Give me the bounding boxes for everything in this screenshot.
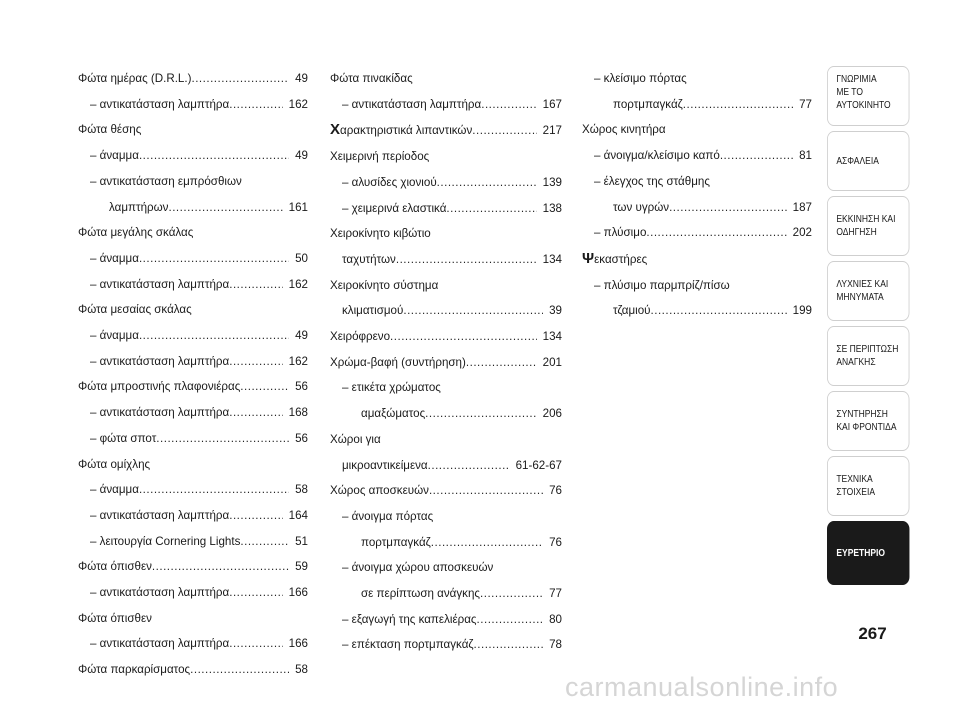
page-number: 267	[858, 624, 887, 643]
entry-text: – αντικατάσταση λαμπτήρα	[90, 586, 230, 600]
index-entry	[330, 607, 562, 633]
entry-term	[90, 169, 242, 195]
entry-page: 187	[792, 200, 812, 214]
index-entry	[330, 581, 562, 607]
entry-term	[342, 607, 477, 633]
index-entry	[330, 453, 562, 479]
entry-text: – φώτα σποτ	[90, 431, 157, 445]
dot-leader	[477, 607, 544, 633]
entry-term	[90, 503, 229, 529]
entry-term	[594, 66, 687, 92]
entry-text: σε περίπτωση ανάγκης	[361, 587, 481, 601]
section-letter: Χ	[330, 121, 341, 139]
entry-term	[613, 195, 669, 221]
entry-text: – αντικατάσταση λαμπτήρα	[90, 277, 230, 291]
index-entry	[330, 427, 562, 453]
index-entry	[78, 66, 308, 92]
dot-leader	[240, 529, 289, 555]
index-entry	[330, 375, 562, 401]
entry-text: Χώροι για	[330, 432, 381, 446]
dot-leader	[472, 118, 536, 144]
entry-term	[78, 452, 150, 478]
index-entry	[78, 529, 308, 555]
entry-term	[342, 196, 446, 222]
dot-leader	[466, 350, 537, 376]
index-entry	[330, 504, 562, 530]
entry-text: ταχυτήτων	[342, 252, 396, 266]
index-entry	[330, 221, 562, 247]
entry-term	[78, 657, 190, 683]
index-entry	[78, 452, 308, 478]
dot-leader	[481, 92, 536, 118]
index-entry	[78, 246, 308, 272]
entry-page: 168	[288, 406, 308, 420]
entry-text: των υγρών	[613, 200, 670, 214]
index-entry	[582, 169, 812, 195]
entry-page: 199	[792, 304, 812, 318]
index-entry	[582, 117, 812, 143]
dot-leader	[720, 143, 793, 169]
index-entry	[78, 92, 308, 118]
index-entry	[582, 195, 812, 221]
entry-term	[330, 350, 466, 376]
dot-leader	[646, 220, 786, 246]
entry-term	[90, 143, 139, 169]
entry-term	[78, 117, 141, 143]
entry-term	[330, 427, 381, 453]
section-tabs	[827, 66, 918, 590]
section-tab-label: ΕΚΚΙΝΗΣΗ ΚΑΙ	[836, 214, 896, 225]
entry-term	[330, 273, 438, 299]
entry-text: – άναμμα	[90, 329, 139, 343]
section-tab[interactable]	[827, 326, 910, 386]
entry-term	[613, 92, 683, 118]
index-column-1	[78, 66, 308, 683]
entry-text: τζαμιού	[613, 304, 651, 318]
entry-page: 76	[549, 484, 562, 498]
index-entry	[330, 350, 562, 376]
entry-page: 201	[542, 355, 562, 369]
entry-term	[594, 273, 730, 299]
index-entry	[78, 272, 308, 298]
section-tab-label: ΤΕΧΝΙΚΑ	[836, 474, 873, 485]
dot-leader	[229, 92, 282, 118]
entry-term	[330, 221, 431, 247]
index-entry	[582, 66, 812, 92]
entry-text: – επέκταση πορτμπαγκάζ	[342, 638, 474, 652]
entry-term	[330, 478, 429, 504]
index-entry	[330, 478, 562, 504]
entry-page: 56	[295, 380, 308, 394]
entry-term	[594, 220, 646, 246]
index-entry	[78, 631, 308, 657]
index-column-2	[330, 66, 562, 658]
index-entry	[78, 503, 308, 529]
entry-text: αρακτηριστικά λιπαντικών	[340, 124, 473, 138]
entry-term	[361, 581, 480, 607]
index-entry	[330, 324, 562, 350]
entry-text: – πλύσιμο παρμπρίζ/πίσω	[594, 278, 730, 292]
dot-leader	[139, 323, 289, 349]
index-entry	[330, 401, 562, 427]
entry-term	[78, 66, 191, 92]
entry-text: Φώτα θέσης	[78, 123, 142, 137]
entry-text: – χειμερινά ελαστικά	[342, 201, 447, 215]
dot-leader	[403, 298, 543, 324]
entry-term	[342, 298, 403, 324]
entry-page: 134	[542, 330, 562, 344]
dot-leader	[425, 401, 536, 427]
entry-term	[78, 606, 152, 632]
entry-text: – αντικατάσταση λαμπτήρα	[90, 97, 230, 111]
entry-text: πορτμπαγκάζ	[613, 97, 683, 111]
entry-page: 76	[549, 535, 562, 549]
entry-text: Φώτα πινακίδας	[330, 72, 413, 85]
entry-page: 49	[295, 72, 308, 85]
entry-text: – έλεγχος της στάθμης	[594, 174, 710, 188]
entry-page: 161	[288, 200, 308, 214]
section-tab[interactable]	[827, 391, 910, 451]
dot-leader	[437, 170, 537, 196]
entry-term	[90, 323, 139, 349]
dot-leader	[390, 324, 537, 350]
entry-text: αμαξώματος	[361, 407, 426, 421]
entry-page: 58	[295, 483, 308, 497]
section-tab[interactable]	[827, 521, 910, 585]
dot-leader	[156, 426, 289, 452]
entry-page: 49	[295, 329, 308, 343]
entry-text: – πλύσιμο	[594, 226, 647, 240]
entry-term	[90, 529, 240, 555]
section-tab-label: ΕΥΡΕΤΗΡΙΟ	[836, 547, 886, 559]
entry-text: Φώτα παρκαρίσματος	[78, 663, 191, 677]
index-entry	[330, 66, 562, 92]
index-column-3	[582, 66, 812, 324]
entry-term	[78, 220, 193, 246]
entry-text: – αντικατάσταση λαμπτήρα	[90, 637, 230, 651]
entry-text: Φώτα μπροστινής πλαφονιέρας	[78, 380, 241, 394]
entry-text: – άναμμα	[90, 483, 139, 497]
entry-text: Φώτα μεγάλης σκάλας	[78, 226, 194, 240]
dot-leader	[139, 143, 289, 169]
dot-leader	[651, 298, 787, 324]
entry-page: 134	[542, 252, 562, 266]
dot-leader	[229, 631, 282, 657]
entry-text: Χώρος αποσκευών	[330, 484, 429, 498]
entry-page: 77	[799, 97, 812, 111]
entry-text: – κλείσιμο πόρτας	[594, 72, 687, 85]
entry-term	[342, 632, 474, 658]
section-tab-label: ΑΝΑΓΚΗΣ	[836, 357, 876, 368]
index-entry	[78, 554, 308, 580]
index-entry	[330, 273, 562, 299]
entry-page: 139	[542, 175, 562, 189]
index-entry	[78, 323, 308, 349]
index-entry	[330, 247, 562, 273]
entry-term	[78, 554, 152, 580]
section-tab[interactable]	[827, 66, 910, 126]
dot-leader	[229, 580, 282, 606]
entry-term	[582, 246, 647, 273]
index-entry	[78, 606, 308, 632]
dot-leader	[683, 92, 793, 118]
entry-term	[342, 247, 396, 273]
entry-text: Χειροκίνητο κιβώτιο	[330, 227, 431, 241]
entry-text: Φώτα όπισθεν	[78, 560, 152, 574]
entry-text: – άναμμα	[90, 149, 139, 163]
entry-text: – αντικατάσταση λαμπτήρα	[90, 354, 230, 368]
entry-page: 206	[542, 407, 562, 421]
index-entry	[78, 297, 308, 323]
index-entry	[78, 143, 308, 169]
index-entry	[330, 144, 562, 170]
entry-term	[342, 555, 493, 581]
entry-term	[90, 92, 229, 118]
entry-page: 164	[288, 508, 308, 522]
entry-text: Χειμερινή περίοδος	[330, 150, 430, 164]
dot-leader	[229, 503, 282, 529]
dot-leader	[191, 66, 289, 92]
dot-leader	[240, 374, 289, 400]
entry-term	[78, 374, 240, 400]
entry-page: 59	[295, 560, 308, 574]
entry-text: – άναμμα	[90, 251, 139, 265]
entry-page: 56	[295, 431, 308, 445]
index-entry	[330, 196, 562, 222]
entry-text: Φώτα ομίχλης	[78, 457, 151, 471]
entry-term	[330, 324, 390, 350]
watermark: carmanualsonline.info	[565, 672, 839, 702]
entry-page: 138	[542, 201, 562, 215]
entry-page: 58	[295, 663, 308, 677]
dot-leader	[480, 581, 543, 607]
entry-text: – αντικατάσταση εμπρόσθιων	[90, 174, 242, 188]
index-entry	[78, 169, 308, 195]
entry-text: – ετικέτα χρώματος	[342, 381, 441, 395]
entry-text: – αλυσίδες χιονιού	[342, 175, 437, 189]
entry-text: μικροαντικείμενα	[342, 458, 428, 472]
entry-page: 202	[792, 226, 812, 240]
index-entry	[330, 530, 562, 556]
index-entry	[330, 632, 562, 658]
entry-text: – αντικατάσταση λαμπτήρα	[90, 508, 230, 522]
entry-text: – αντικατάσταση λαμπτήρα	[90, 406, 230, 420]
index-entry	[78, 374, 308, 400]
entry-page: 166	[288, 586, 308, 600]
section-tab[interactable]	[827, 131, 910, 191]
entry-page: 50	[295, 251, 308, 265]
entry-term	[342, 375, 441, 401]
entry-term	[90, 246, 139, 272]
index-entry	[330, 170, 562, 196]
section-tab-label: ΚΑΙ ΦΡΟΝΤΙΔΑ	[836, 422, 897, 433]
entry-term	[90, 631, 229, 657]
section-tab[interactable]	[827, 456, 910, 516]
dot-leader	[474, 632, 544, 658]
index-entry	[330, 298, 562, 324]
section-tab-label: ΣΤΟΙΧΕΙΑ	[836, 487, 875, 498]
entry-text: Φώτα όπισθεν	[78, 611, 152, 625]
index-entry	[78, 657, 308, 683]
entry-text: Χώρος κινητήρα	[582, 123, 666, 137]
dot-leader	[139, 477, 289, 503]
entry-term	[330, 117, 472, 144]
entry-term	[342, 92, 481, 118]
index-entry	[78, 195, 308, 221]
entry-text: – αντικατάσταση λαμπτήρα	[342, 97, 482, 111]
dot-leader	[396, 247, 537, 273]
entry-page: 162	[288, 354, 308, 368]
entry-term	[90, 426, 156, 452]
entry-term	[330, 66, 413, 92]
index-entry	[582, 92, 812, 118]
entry-page: 51	[295, 534, 308, 548]
entry-page: 61-62-67	[515, 458, 562, 472]
dot-leader	[139, 246, 289, 272]
dot-leader	[152, 554, 289, 580]
entry-page: 80	[549, 612, 562, 626]
entry-text: Χειροκίνητο σύστημα	[330, 278, 439, 292]
section-tab-label: ΜΗΝΥΜΑΤΑ	[836, 292, 884, 303]
entry-text: – άνοιγμα πόρτας	[342, 509, 434, 523]
dot-leader	[669, 195, 787, 221]
section-tab-label: ΣΕ ΠΕΡΙΠΤΩΣΗ	[836, 344, 899, 355]
entry-term	[342, 504, 433, 530]
index-entry	[582, 143, 812, 169]
entry-term	[582, 117, 666, 143]
entry-text: Φώτα ημέρας (D.R.L.)	[78, 72, 192, 85]
entry-text: πορτμπαγκάζ	[361, 535, 431, 549]
entry-term	[613, 298, 651, 324]
dot-leader	[190, 657, 289, 683]
entry-term	[361, 401, 425, 427]
index-entry	[78, 220, 308, 246]
index-entry	[78, 426, 308, 452]
entry-text: Φώτα μεσαίας σκάλας	[78, 303, 192, 317]
section-tab-label: ΛΥΧΝΙΕΣ ΚΑΙ	[836, 279, 889, 290]
entry-page: 166	[288, 637, 308, 651]
entry-page: 39	[549, 304, 562, 318]
entry-term	[90, 580, 229, 606]
dot-leader	[168, 195, 282, 221]
entry-term	[78, 297, 192, 323]
entry-page: 167	[542, 97, 562, 111]
entry-text: Χρώμα-βαφή (συντήρηση)	[330, 355, 466, 369]
entry-term	[90, 400, 229, 426]
entry-text: κλιματισμού	[342, 304, 404, 318]
dot-leader	[229, 400, 282, 426]
index-entry	[582, 273, 812, 299]
index-entry	[78, 349, 308, 375]
entry-text: – λειτουργία Cornering Lights	[90, 534, 241, 548]
entry-term	[90, 349, 229, 375]
entry-text: – εξαγωγή της καπελιέρας	[342, 612, 477, 626]
entry-term	[342, 453, 428, 479]
entry-page: 217	[542, 124, 562, 138]
dot-leader	[429, 478, 543, 504]
section-tab[interactable]	[827, 261, 910, 321]
dot-leader	[446, 196, 536, 222]
section-letter: Ψ	[582, 249, 595, 267]
entry-page: 162	[288, 277, 308, 291]
entry-page: 162	[288, 97, 308, 111]
section-tab-label: ΑΥΤΟΚΙΝΗΤΟ	[836, 100, 891, 111]
section-tab-label: ΟΔΗΓΗΣΗ	[836, 227, 877, 238]
entry-term	[330, 144, 429, 170]
entry-text: – άνοιγμα χώρου αποσκευών	[342, 561, 494, 575]
dot-leader	[229, 349, 282, 375]
entry-term	[342, 170, 437, 196]
index-entry	[330, 92, 562, 118]
section-tab-label: ΓΝΩΡΙΜΙΑ	[836, 74, 877, 85]
dot-leader	[428, 453, 510, 479]
index-entry	[78, 477, 308, 503]
index-entry	[582, 220, 812, 246]
index-entry	[582, 298, 812, 324]
entry-term	[109, 195, 168, 221]
entry-text: – άνοιγμα/κλείσιμο καπό	[594, 149, 720, 163]
entry-term	[594, 169, 710, 195]
dot-leader	[431, 530, 543, 556]
entry-text: Χειρόφρενο	[330, 330, 391, 344]
entry-term	[90, 477, 139, 503]
section-tab-label: ΑΣΦΑΛΕΙΑ	[836, 155, 879, 167]
section-tab[interactable]	[827, 196, 910, 256]
entry-page: 49	[295, 149, 308, 163]
entry-page: 78	[549, 638, 562, 652]
index-entry	[78, 117, 308, 143]
index-entry	[582, 246, 812, 273]
index-entry	[330, 555, 562, 581]
entry-term	[90, 272, 229, 298]
dot-leader	[229, 272, 282, 298]
index-entry	[78, 580, 308, 606]
section-tab-label: ΣΥΝΤΗΡΗΣΗ	[836, 409, 888, 420]
entry-term	[361, 530, 431, 556]
entry-text: εκαστήρες	[594, 252, 648, 266]
index-entry	[330, 117, 562, 144]
entry-term	[594, 143, 720, 169]
entry-text: λαμπτήρων	[109, 200, 169, 214]
index-entry	[78, 400, 308, 426]
section-tab-label: ΜΕ ΤΟ	[836, 87, 863, 98]
entry-page: 77	[549, 587, 562, 601]
entry-page: 81	[799, 149, 812, 163]
